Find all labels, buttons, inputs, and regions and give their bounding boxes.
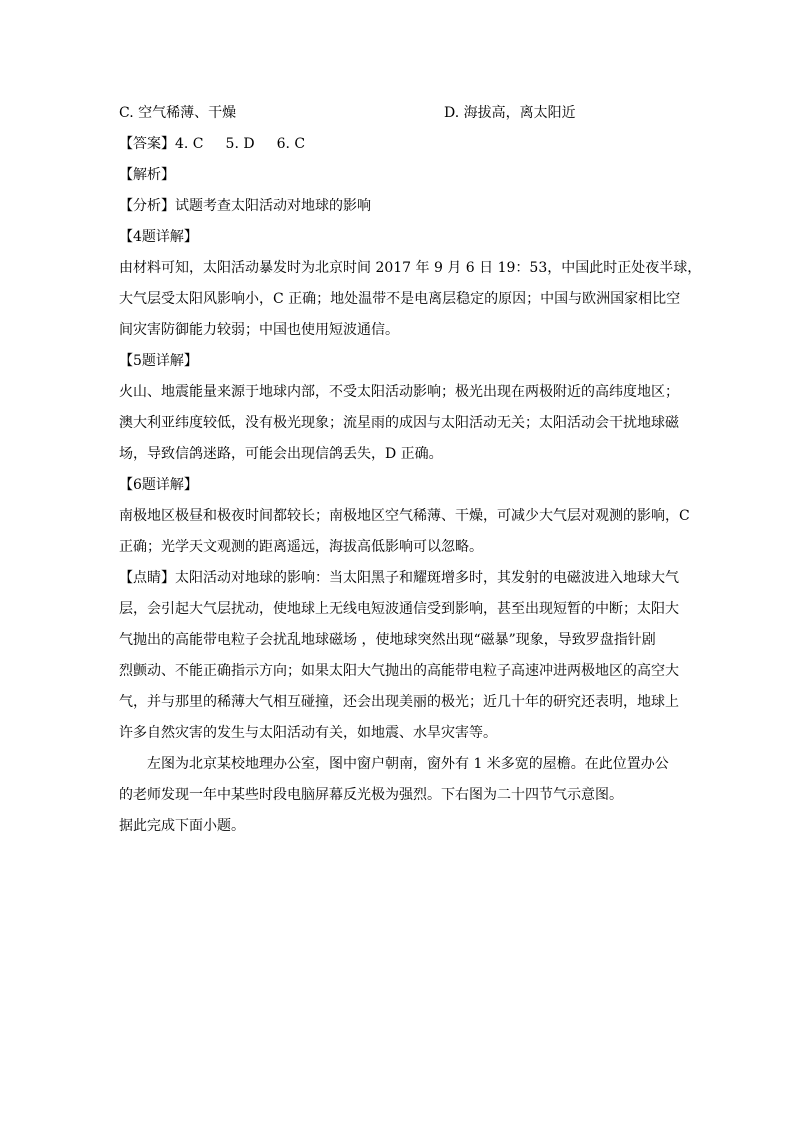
answer-4: 4. C — [175, 136, 204, 152]
q4-line: 由材料可知，太阳活动暴发时为北京时间 2017 年 9 月 6 日 19：53，中国此时正处夜半球， — [119, 260, 702, 276]
dianjing-line: 气，并与那里的稀薄大气相互碰撞，还会出现美丽的极光；近几十年的研究还表明，地球上 — [119, 694, 679, 710]
answer-5: 5. D — [225, 136, 255, 152]
q5-line: 火山、地震能量来源于地球内部，不受太阳活动影响；极光出现在两极附近的高纬度地区； — [119, 384, 679, 400]
dianjing-line: 气抛出的高能带电粒子会扰乱地球磁场 ，使地球突然出现“磁暴”现象，导致罗盘指针剧 — [119, 632, 656, 648]
answer-label: 【答案】 — [119, 136, 175, 152]
option-c: C. 空气稀薄、干燥 — [119, 105, 237, 121]
q5-line: 澳大利亚纬度较低，没有极光现象；流星雨的成因与太阳活动无关；太阳活动会干扰地球磁 — [119, 415, 679, 431]
dianjing-line: 层，会引起大气层扰动，使地球上无线电短波通信受到影响，甚至出现短暂的中断；太阳大 — [119, 601, 679, 617]
options-row — [119, 98, 679, 129]
q5-heading: 【5题详解】 — [119, 353, 198, 369]
answer-6: 6. C — [276, 136, 306, 152]
dianjing-line: 许多自然灾害的发生与太阳活动有关，如地震、水旱灾害等。 — [119, 725, 497, 741]
dianjing-line: 烈颤动、不能正确指示方向；如果太阳大气抛出的高能带电粒子高速冲进两极地区的高空大 — [119, 663, 679, 679]
q4-heading: 【4题详解】 — [119, 229, 198, 245]
intro-line: 据此完成下面小题。 — [119, 818, 245, 834]
option-d: D. 海拔高，离太阳近 — [444, 105, 576, 121]
q4-line: 大气层受太阳风影响小，C 正确；地处温带不是电离层稳定的原因；中国与欧洲国家相比空 — [119, 291, 681, 307]
document-content — [119, 98, 702, 842]
analysis-heading: 【解析】 — [119, 167, 175, 183]
dianjing-line: 【点睛】太阳活动对地球的影响：当太阳黑子和耀斑增多时，其发射的电磁波进入地球大气 — [119, 570, 679, 586]
fenxi-line: 【分析】试题考查太阳活动对地球的影响 — [119, 198, 371, 214]
q5-line: 场，导致信鸽迷路，可能会出现信鸽丢失，D 正确。 — [119, 446, 443, 462]
answer-line — [119, 129, 679, 160]
intro-line: 左图为北京某校地理办公室，图中窗户朝南，窗外有 1 米多宽的屋檐。在此位置办公 — [147, 756, 669, 772]
q6-line: 正确；光学天文观测的距离遥远，海拔高低影响可以忽略。 — [119, 539, 483, 555]
intro-line: 的老师发现一年中某些时段电脑屏幕反光极为强烈。下右图为二十四节气示意图。 — [119, 787, 623, 803]
q4-line: 间灾害防御能力较弱；中国也使用短波通信。 — [119, 322, 399, 338]
q6-line: 南极地区极昼和极夜时间都较长；南极地区空气稀薄、干燥，可减少大气层对观测的影响，C — [119, 508, 690, 524]
q6-heading: 【6题详解】 — [119, 477, 198, 493]
